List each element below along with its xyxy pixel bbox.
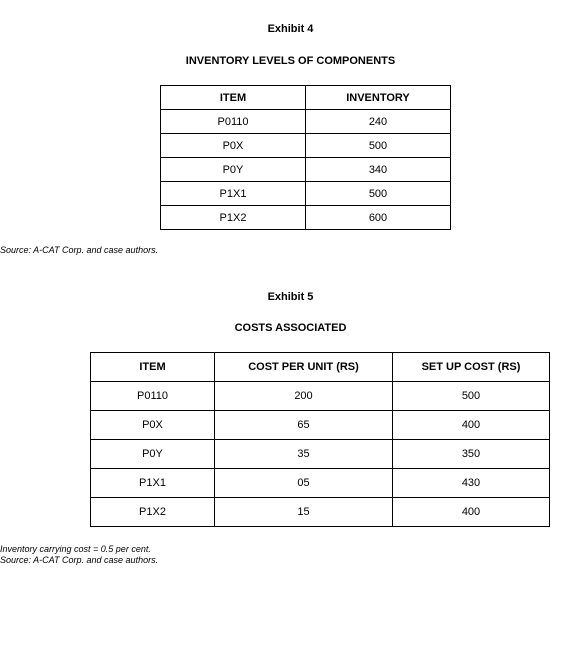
cell-inventory: 500 (306, 182, 451, 206)
table-row (91, 411, 550, 440)
table-row (91, 440, 550, 469)
cell-set-up-cost: 500 (393, 382, 550, 411)
exhibit-4-source: Source: A-CAT Corp. and case authors. (0, 245, 159, 255)
cell-cost-per-unit: 200 (215, 382, 393, 411)
cell-inventory: 240 (306, 110, 451, 134)
exhibit-5-note: Inventory carrying cost = 0.5 per cent. (0, 544, 151, 554)
cell-cost-per-unit: 35 (215, 440, 393, 469)
cell-set-up-cost: 350 (393, 440, 550, 469)
table-row (161, 134, 451, 158)
table-row (91, 382, 550, 411)
cell-item: P0X (161, 134, 306, 158)
table-header-row (91, 353, 550, 382)
column-header-inventory: INVENTORY (306, 86, 451, 110)
table-row (91, 498, 550, 527)
cell-cost-per-unit: 05 (215, 469, 393, 498)
inventory-table (160, 85, 451, 230)
cell-set-up-cost: 430 (393, 469, 550, 498)
cell-set-up-cost: 400 (393, 498, 550, 527)
cell-item: P0Y (91, 440, 215, 469)
table-row (161, 158, 451, 182)
table-row (161, 182, 451, 206)
table-row (161, 206, 451, 230)
cell-inventory: 340 (306, 158, 451, 182)
cell-inventory: 600 (306, 206, 451, 230)
column-header-cost-per-unit: COST PER UNIT (RS) (215, 353, 393, 382)
cell-cost-per-unit: 15 (215, 498, 393, 527)
cell-item: P1X1 (91, 469, 215, 498)
costs-table (90, 352, 550, 527)
column-header-item: ITEM (161, 86, 306, 110)
cell-item: P0X (91, 411, 215, 440)
table-row (161, 110, 451, 134)
cell-inventory: 500 (306, 134, 451, 158)
exhibit-5-label: Exhibit 5 (267, 291, 314, 303)
column-header-set-up-cost: SET UP COST (RS) (393, 353, 550, 382)
exhibit-5-title: COSTS ASSOCIATED (234, 322, 347, 334)
cell-item: P0110 (91, 382, 215, 411)
column-header-item: ITEM (91, 353, 215, 382)
cell-set-up-cost: 400 (393, 411, 550, 440)
cell-item: P1X2 (91, 498, 215, 527)
cell-cost-per-unit: 65 (215, 411, 393, 440)
cell-item: P0110 (161, 110, 306, 134)
table-row (91, 469, 550, 498)
exhibit-5-source: Source: A-CAT Corp. and case authors. (0, 555, 159, 565)
cell-item: P1X2 (161, 206, 306, 230)
cell-item: P1X1 (161, 182, 306, 206)
exhibit-4-title: INVENTORY LEVELS OF COMPONENTS (185, 55, 396, 67)
exhibit-4-label: Exhibit 4 (267, 23, 314, 35)
cell-item: P0Y (161, 158, 306, 182)
table-header-row (161, 86, 451, 110)
